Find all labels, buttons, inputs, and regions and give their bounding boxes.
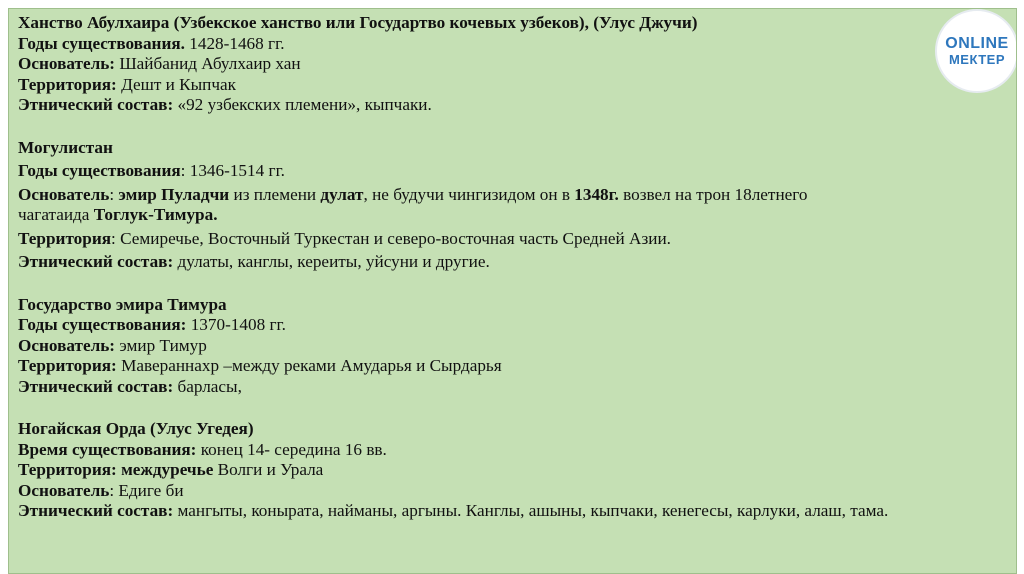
section1-territory-label: Территория: bbox=[18, 74, 117, 94]
section3-territory-value: Мавераннахр –между реками Амударья и Сырдарья bbox=[116, 356, 502, 375]
section3-ethnic bbox=[18, 377, 1004, 398]
section4-time-value: конец 14- середина 16 вв. bbox=[196, 439, 387, 459]
section1-founder bbox=[18, 54, 1004, 75]
section3-years-label: Годы существования: bbox=[18, 315, 187, 334]
section2-ethnic bbox=[18, 252, 1004, 273]
section3-founder bbox=[18, 336, 1004, 357]
section2-founder-heir: Тоглук-Тимура. bbox=[93, 205, 218, 224]
section3-title: Государство эмира Тимура bbox=[18, 294, 227, 314]
online-mektep-logo bbox=[935, 9, 1017, 93]
section4-time bbox=[18, 440, 1004, 461]
section4-founder-value: : Едиге би bbox=[109, 480, 184, 500]
section1-years-label: Годы существования. bbox=[18, 33, 185, 53]
section3-founder-label: Основатель: bbox=[18, 335, 116, 355]
section4-ethnic-value: мангыты, конырата, найманы, аргыны. Канглы, ашыны, кыпчаки, кенегесы, карлуки, алаш, тама. bbox=[173, 501, 889, 520]
section4-territory-bold: междуречье bbox=[116, 460, 214, 479]
section3-founder-value: эмир Тимур bbox=[115, 335, 207, 355]
section1-founder-value: Шайбанид Абулхаир хан bbox=[115, 54, 301, 73]
section2-years-label: Годы существования bbox=[18, 161, 181, 180]
section2-founder-colon: : bbox=[109, 184, 119, 204]
section2-title: Могулистан bbox=[18, 137, 113, 157]
section2-founder-tail: возвел на трон 18летнего bbox=[618, 184, 808, 204]
slide bbox=[8, 8, 1017, 574]
section1-ethnic bbox=[18, 95, 1004, 116]
section3-years bbox=[18, 315, 1004, 336]
section2-territory-value: : Семиречье, Восточный Туркестан и северо-восточная часть Средней Азии. bbox=[111, 228, 671, 248]
section2-founder-line2 bbox=[18, 205, 1004, 226]
section-spacer bbox=[18, 273, 1004, 295]
section2-years bbox=[18, 161, 1004, 182]
section2-years-value: : 1346-1514 гг. bbox=[180, 161, 285, 180]
section4-founder-label: Основатель bbox=[18, 480, 110, 500]
section1-territory-value: Дешт и Кыпчак bbox=[116, 74, 236, 94]
section1-ethnic-value: «92 узбекских племени», кыпчаки. bbox=[173, 95, 432, 114]
section1-territory bbox=[18, 75, 1004, 96]
section4-ethnic bbox=[18, 501, 1003, 522]
section3-years-value: 1370-1408 гг. bbox=[186, 315, 286, 334]
section4-territory-value: Волги и Урала bbox=[213, 460, 324, 479]
section1-founder-label: Основатель: bbox=[18, 54, 116, 73]
section4-title: Ногайская Орда (Улус Угедея) bbox=[18, 419, 254, 438]
section3-ethnic-label: Этнический состав: bbox=[18, 376, 174, 396]
section1-title: Ханство Абулхаира (Узбекское ханство или Государтво кочевых узбеков), (Улус Джучи) bbox=[18, 13, 698, 32]
section3-territory bbox=[18, 356, 1004, 377]
section3-territory-label: Территория: bbox=[18, 356, 117, 375]
logo-line2: МЕКТЕР bbox=[948, 52, 1006, 67]
section2-ethnic-label: Этнический состав: bbox=[18, 252, 174, 271]
section4-ethnic-label: Этнический состав: bbox=[18, 501, 174, 520]
section2-territory-label: Территория bbox=[18, 228, 112, 248]
section1-years bbox=[18, 34, 1004, 55]
logo-line1: ONLINE bbox=[945, 35, 1009, 52]
section2-founder-label: Основатель bbox=[18, 184, 110, 204]
section1-ethnic-label: Этнический состав: bbox=[18, 95, 174, 114]
section4-territory bbox=[18, 460, 1004, 481]
section2-founder-mid1: из племени bbox=[229, 184, 321, 204]
section2-ethnic-value: дулаты, канглы, кереиты, уйсуни и другие. bbox=[173, 252, 490, 271]
section3-ethnic-value: барласы, bbox=[173, 376, 242, 396]
section2-founder-mid2: , не будучи чингизидом он в bbox=[363, 184, 575, 204]
section2-founder-line2-text: чагатаида bbox=[18, 205, 94, 224]
section2-founder-year: 1348г. bbox=[574, 184, 619, 204]
slide-content bbox=[18, 13, 1004, 522]
section-spacer bbox=[18, 397, 1004, 419]
section2-founder bbox=[18, 185, 1004, 206]
section1-years-value: 1428-1468 гг. bbox=[184, 33, 285, 53]
section4-founder bbox=[18, 481, 1004, 502]
section2-founder-name: эмир Пуладчи bbox=[118, 184, 230, 204]
section4-territory-label: Территория: bbox=[18, 460, 117, 479]
section4-time-label: Время существования: bbox=[18, 439, 197, 459]
section2-territory bbox=[18, 229, 1004, 250]
section-spacer bbox=[18, 116, 1004, 138]
section2-founder-tribe: дулат bbox=[320, 184, 364, 204]
